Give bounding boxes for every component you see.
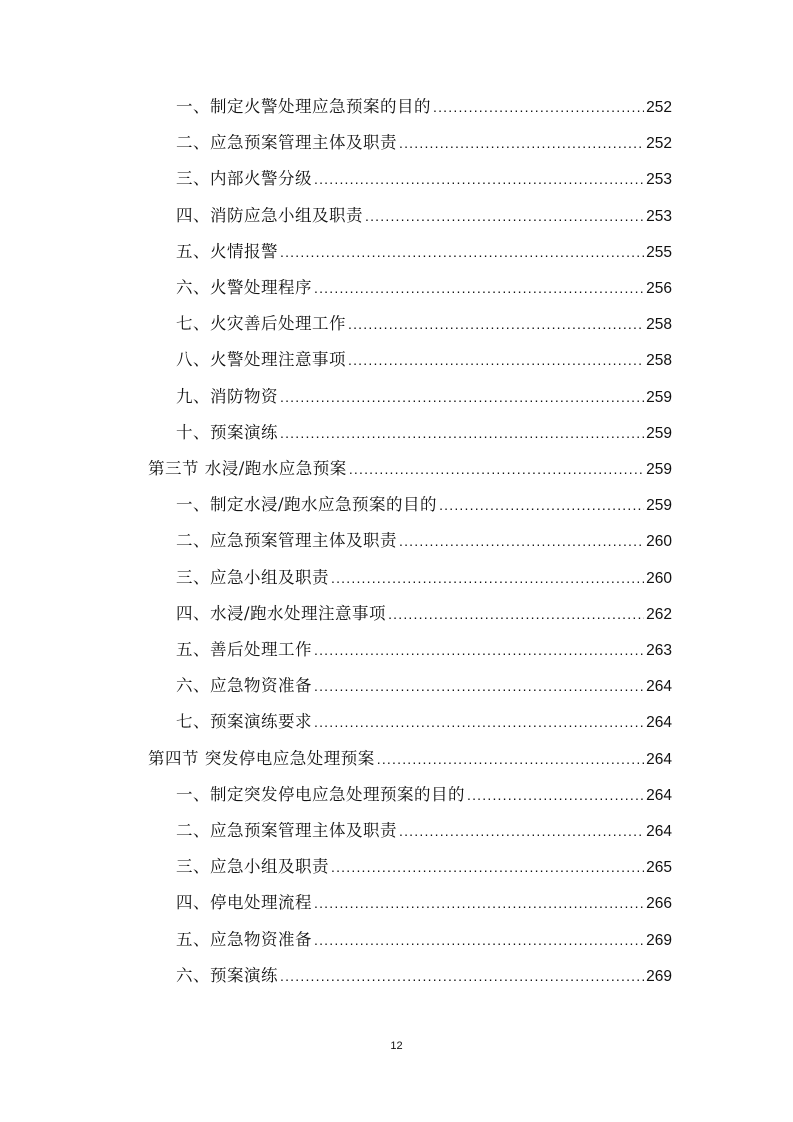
toc-entry-page-number: 264 (646, 678, 672, 696)
toc-entry-title: 二、应急预案管理主体及职责 (176, 821, 397, 840)
dot-leader (331, 849, 644, 885)
dot-leader (388, 596, 644, 632)
toc-entry[interactable] (176, 922, 672, 958)
toc-entry[interactable] (176, 704, 672, 740)
dot-leader (314, 270, 644, 306)
toc-entry-title: 四、水浸/跑水处理注意事项 (176, 603, 387, 623)
dot-leader (399, 523, 644, 559)
toc-entry-title: 五、应急物资准备 (176, 929, 312, 949)
toc-entry[interactable] (176, 415, 672, 451)
dot-leader (314, 885, 644, 921)
toc-entry-title: 三、应急小组及职责 (176, 857, 329, 877)
toc-entry[interactable] (176, 849, 672, 885)
toc-section-entry[interactable] (148, 451, 672, 487)
toc-entry-page-number: 259 (646, 461, 672, 478)
toc-entry[interactable] (176, 668, 672, 704)
dot-leader (314, 161, 644, 197)
toc-entry-page-number: 269 (646, 967, 672, 985)
toc-entry-title: 五、善后处理工作 (176, 640, 312, 659)
toc-entry-page-number: 260 (646, 533, 672, 551)
toc-entry-title: 第三节 水浸/跑水应急预案 (148, 459, 347, 478)
dot-leader (280, 415, 644, 451)
toc-entry-page-number: 256 (646, 280, 672, 297)
toc-entry[interactable] (176, 306, 672, 342)
toc-entry-page-number: 253 (646, 171, 672, 189)
toc-entry-page-number: 252 (646, 135, 672, 153)
toc-entry[interactable] (176, 523, 672, 559)
dot-leader (433, 89, 644, 125)
toc-entry-title: 五、火情报警 (176, 241, 278, 261)
toc-entry[interactable] (176, 198, 672, 234)
dot-leader (365, 198, 644, 234)
toc-entry-page-number: 258 (646, 316, 672, 334)
toc-entry-page-number: 264 (646, 786, 672, 804)
toc-entry-title: 二、应急预案管理主体及职责 (176, 531, 397, 551)
toc-entry-title: 九、消防物资 (176, 386, 278, 406)
dot-leader (314, 632, 644, 668)
toc-section-entry[interactable] (148, 741, 672, 777)
toc-entry[interactable] (176, 632, 672, 668)
toc-entry-title: 七、预案演练要求 (176, 712, 312, 732)
toc-entry-title: 六、火警处理程序 (176, 278, 312, 297)
toc-entry-title: 二、应急预案管理主体及职责 (176, 133, 397, 153)
toc-entry-page-number: 262 (646, 605, 672, 623)
dot-leader (377, 741, 644, 777)
toc-entry-page-number: 269 (646, 931, 672, 949)
toc-entry-page-number: 253 (646, 207, 672, 225)
toc-entry[interactable] (176, 777, 672, 813)
dot-leader (280, 958, 644, 994)
toc-entry-page-number: 264 (646, 750, 672, 768)
toc-entry-title: 一、制定突发停电应急处理预案的目的 (176, 784, 465, 804)
toc-entry[interactable] (176, 487, 672, 523)
toc-entry-page-number: 264 (646, 823, 672, 840)
toc-entry-page-number: 252 (646, 99, 672, 116)
dot-leader (399, 125, 644, 161)
toc-entry-title: 第四节 突发停电应急处理预案 (148, 748, 375, 768)
dot-leader (348, 306, 644, 342)
toc-entry[interactable] (176, 885, 672, 921)
toc-entry-page-number: 264 (646, 714, 672, 732)
toc-entry-title: 六、应急物资准备 (176, 676, 312, 696)
toc-entry[interactable] (176, 342, 672, 378)
dot-leader (467, 777, 644, 813)
dot-leader (399, 813, 644, 849)
toc-entry[interactable] (176, 125, 672, 161)
toc-entry-page-number: 258 (646, 352, 672, 370)
toc-entry-title: 十、预案演练 (176, 422, 278, 442)
toc-entry-title: 七、火灾善后处理工作 (176, 314, 346, 334)
toc-entry[interactable] (176, 379, 672, 415)
toc-entry-page-number: 259 (646, 497, 672, 515)
toc-entry-page-number: 265 (646, 859, 672, 877)
toc-entry-title: 四、停电处理流程 (176, 893, 312, 913)
toc-entry-title: 三、应急小组及职责 (176, 567, 329, 587)
toc-entry[interactable] (176, 813, 672, 849)
dot-leader (349, 451, 644, 487)
toc-entry-title: 一、制定水浸/跑水应急预案的目的 (176, 495, 438, 515)
toc-entry[interactable] (176, 958, 672, 994)
dot-leader (439, 487, 644, 523)
toc-entry-title: 六、预案演练 (176, 965, 278, 985)
toc-entry-title: 一、制定火警处理应急预案的目的 (176, 97, 431, 116)
dot-leader (314, 922, 644, 958)
toc-entry-page-number: 255 (646, 243, 672, 261)
toc-entry-title: 四、消防应急小组及职责 (176, 205, 363, 225)
toc-entry-title: 八、火警处理注意事项 (176, 350, 346, 370)
toc-entry[interactable] (176, 234, 672, 270)
dot-leader (314, 668, 644, 704)
toc-entry[interactable] (176, 560, 672, 596)
dot-leader (348, 342, 644, 378)
toc-entry-title: 三、内部火警分级 (176, 169, 312, 189)
toc-entry[interactable] (176, 596, 672, 632)
dot-leader (314, 704, 644, 740)
toc-entry-page-number: 263 (646, 642, 672, 659)
dot-leader (280, 379, 644, 415)
toc-entry-page-number: 259 (646, 424, 672, 442)
toc-entry[interactable] (176, 89, 672, 125)
toc-entry-page-number: 260 (646, 569, 672, 587)
dot-leader (280, 234, 644, 270)
toc-entry-page-number: 259 (646, 388, 672, 406)
page-number: 12 (390, 1040, 403, 1052)
dot-leader (331, 560, 644, 596)
toc-entry[interactable] (176, 270, 672, 306)
toc-entry[interactable] (176, 161, 672, 197)
toc-entry-page-number: 266 (646, 895, 672, 913)
